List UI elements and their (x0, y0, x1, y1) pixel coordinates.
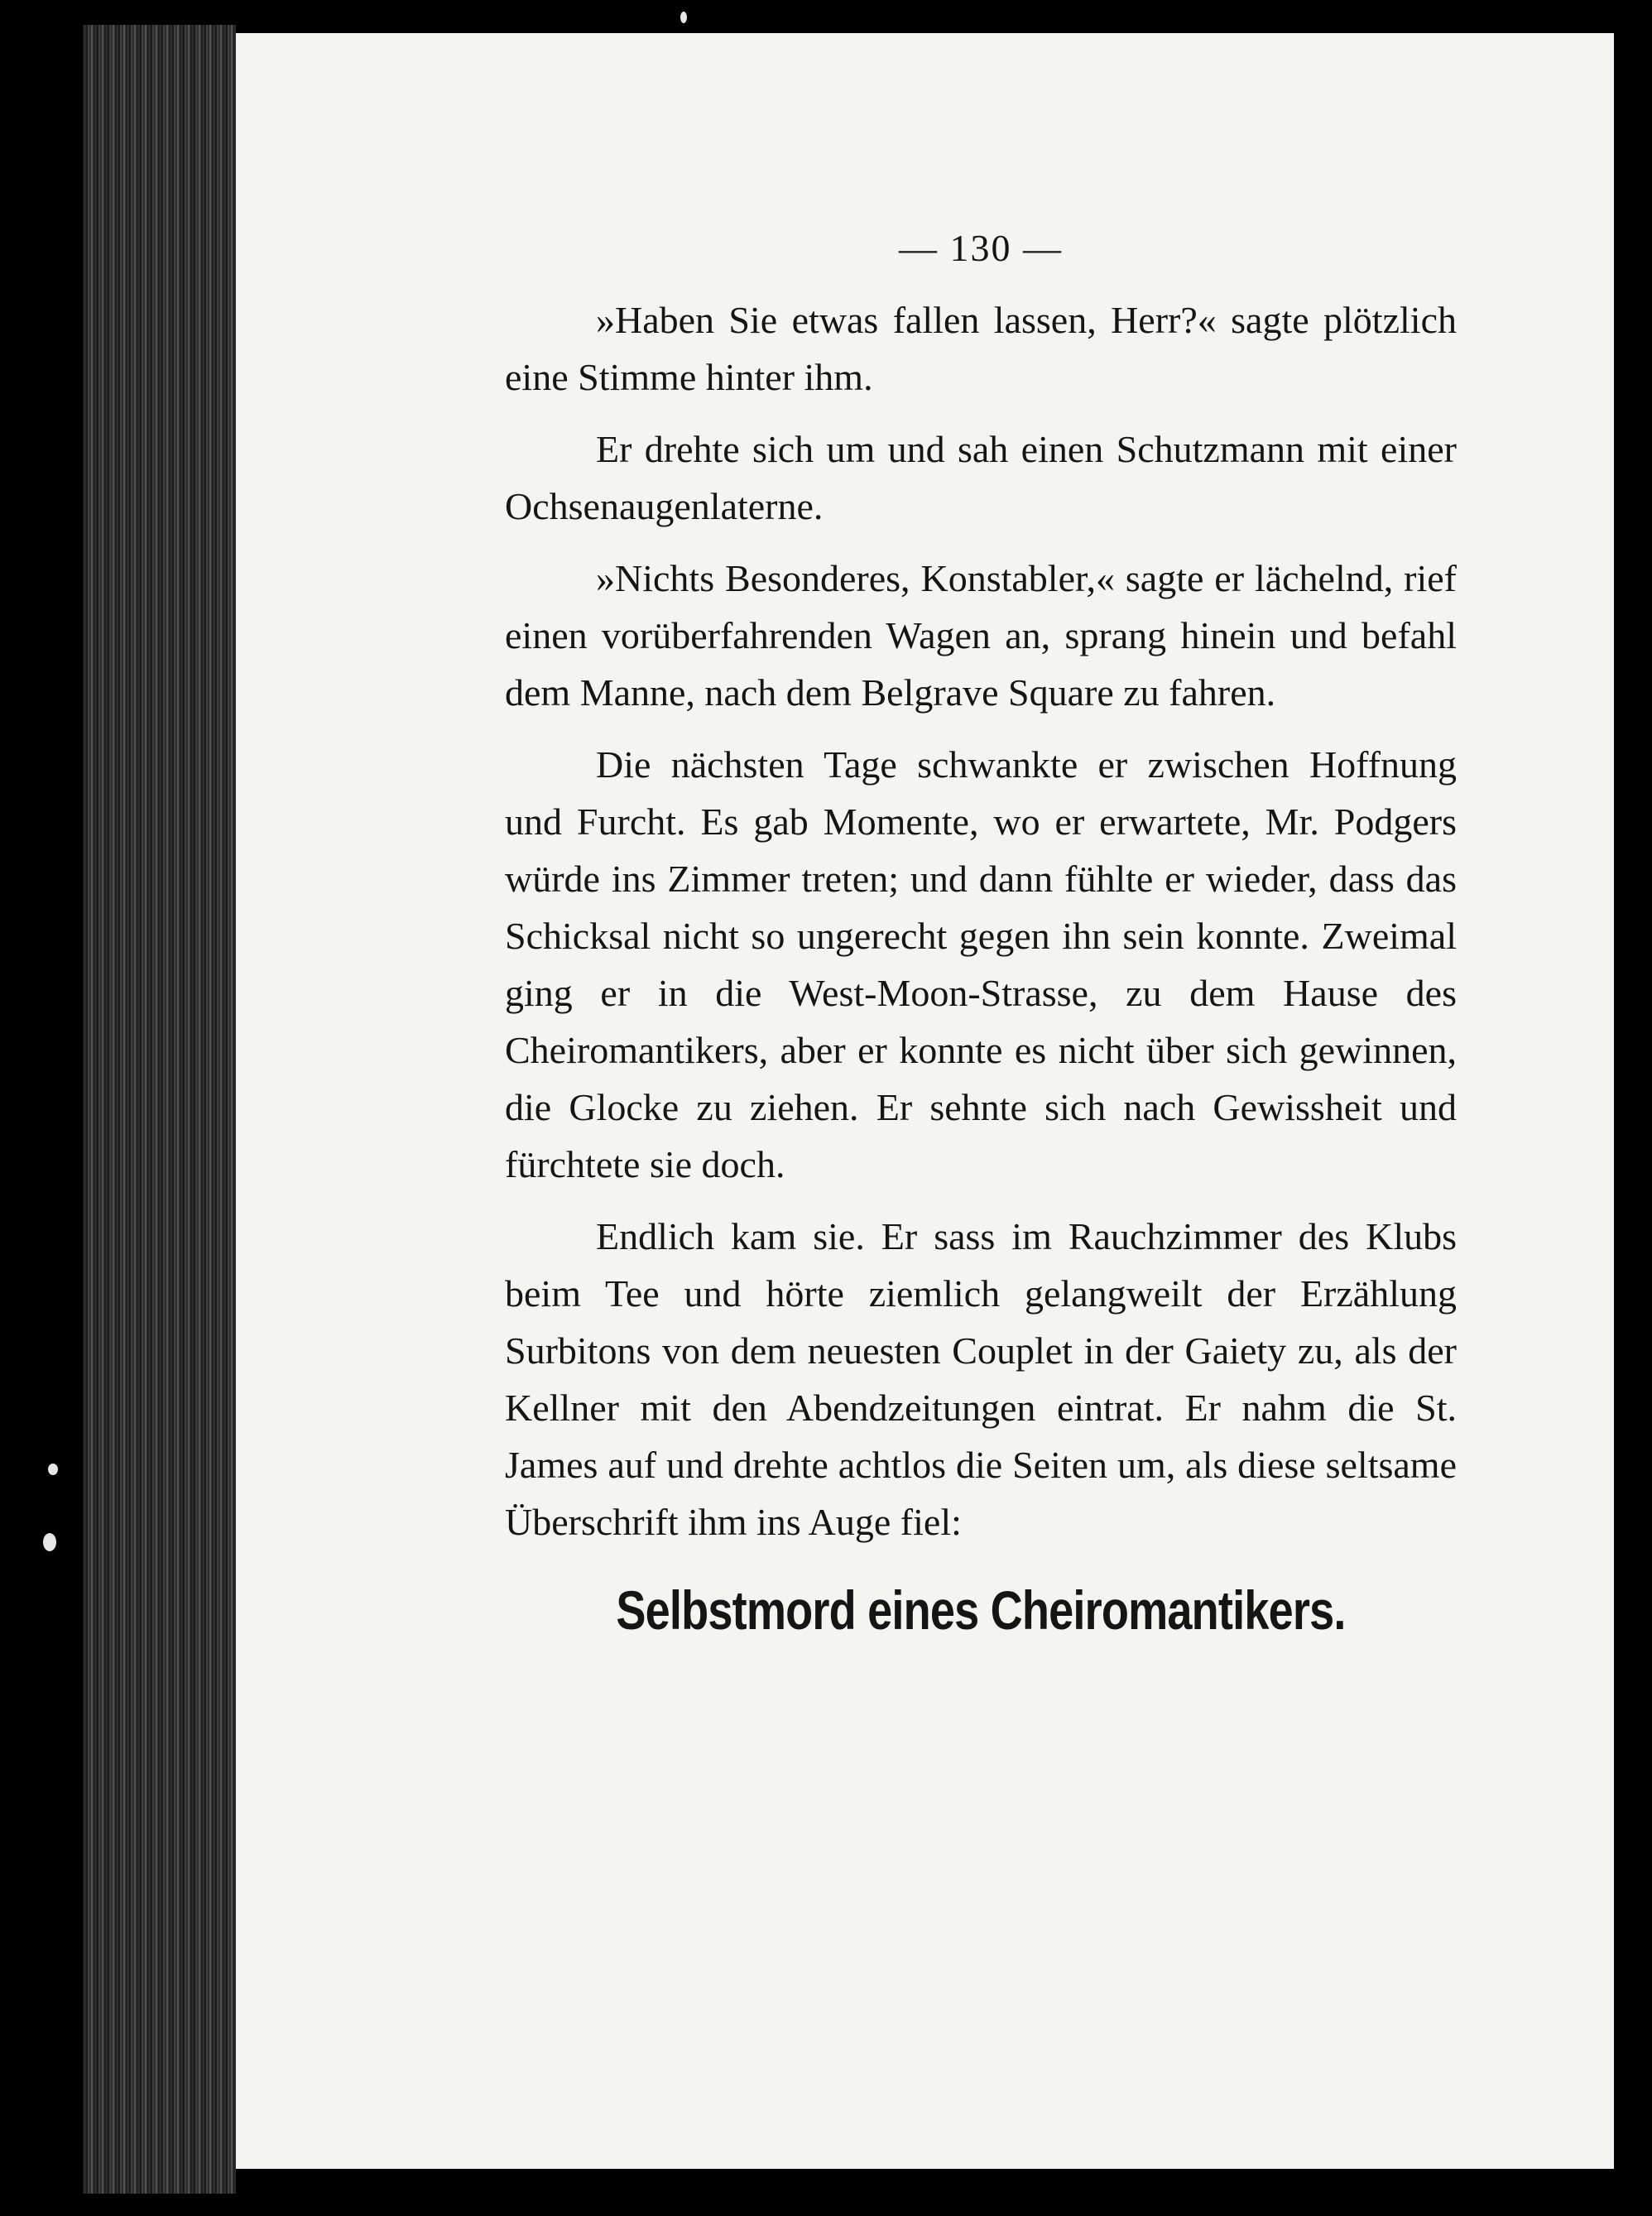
book-page-edges (83, 25, 236, 2194)
paragraph: »Haben Sie etwas fallen lassen, Herr?« sagte plötzlich eine Stimme hinter ihm. (505, 299, 1457, 398)
scan-speck (680, 12, 687, 23)
newspaper-headline: Selbstmord eines Cheiromantikers. (616, 1579, 1346, 1641)
page-text-block (505, 219, 1457, 1643)
paragraph: Endlich kam sie. Er sass im Rauchzimmer des Klubs beim Tee und hörte ziemlich gelangweilt der Erzählung Surbitons von dem neuesten Couplet in der Gaiety zu, als der Kellner mit den Abendzeitungen eintrat. Er nahm die St. James auf und drehte achtlos die Seiten um, als diese seltsame Überschrift ihm ins Auge fiel: (505, 1215, 1457, 1543)
scan-speck (48, 1464, 58, 1475)
page-number: — 130 — (899, 227, 1063, 269)
scan-speck (43, 1533, 56, 1551)
paragraph: Die nächsten Tage schwankte er zwischen Hoffnung und Furcht. Es gab Momente, wo er erwartete, Mr. Podgers würde ins Zimmer treten; und dann fühlte er wieder, dass das Schicksal nicht so ungerecht gegen ihn sein konnte. Zweimal ging er in die West-Moon-Strasse, zu dem Hause des Cheiromantikers, aber er konnte es nicht über sich gewinnen, die Glocke zu ziehen. Er sehnte sich nach Gewissheit und fürchtete sie doch. (505, 743, 1457, 1185)
paragraph: Er drehte sich um und sah einen Schutzmann mit einer Ochsenaugenlaterne. (505, 428, 1457, 527)
book-page (236, 33, 1614, 2169)
paragraph: »Nichts Besonderes, Konstabler,« sagte er lächelnd, rief einen vorüberfahrenden Wagen an, sprang hinein und befahl dem Manne, nach dem Belgrave Square zu fahren. (505, 557, 1457, 714)
